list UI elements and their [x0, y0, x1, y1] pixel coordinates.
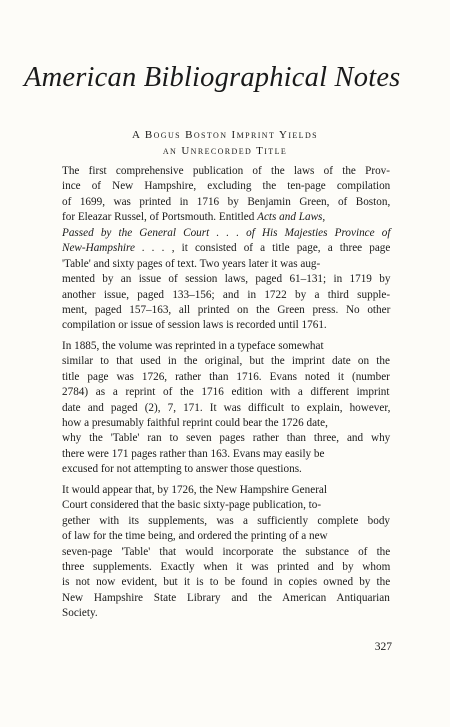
text-line: New-Hampshire . . . , it consisted of a title page, a three page	[62, 242, 391, 255]
text-line: ince of New Hampshire, excluding the ten-page compilation	[62, 180, 391, 193]
article-body	[62, 164, 390, 622]
text-line: there were 171 pages rather than 163. Evans may easily be	[62, 447, 325, 460]
text-line: how a presumably faithful reprint could bear the 1726 date,	[62, 417, 328, 429]
text-line: In 1885, the volume was reprinted in a typeface somewhat	[62, 339, 324, 352]
text-line: is not now evident, but it is to be found in copies owned by the	[62, 576, 391, 589]
text-line: New Hampshire State Library and the American Antiquarian	[62, 591, 390, 604]
text-line: another issue, paged 133–156; and in 1722 by a third supple-	[62, 288, 391, 301]
text-line: mented by an issue of session laws, paged 61–131; in 1719 by	[62, 273, 391, 286]
text-line: excused for not attempting to answer those questions.	[62, 463, 302, 476]
text-line: ment, paged 157–163, all printed on the Green press. No other	[62, 303, 391, 316]
article-heading-line-1: A Bogus Boston Imprint Yields	[131, 129, 318, 141]
paragraph-1	[62, 164, 390, 334]
text-line: for Eleazar Russel, of Portsmouth. Entitled Acts and Laws,	[62, 211, 326, 224]
text-line: why the 'Table' ran to seven pages rather than three, and why	[62, 432, 391, 445]
text-line: of law for the time being, and ordered the printing of a new	[62, 530, 328, 543]
text-line: three supplements. Exactly when it was printed and by whom	[62, 560, 391, 573]
text-line: The first comprehensive publication of the laws of the Prov-	[62, 165, 390, 177]
text-line: 'Table' and sixty pages of text. Two years later it was aug-	[62, 257, 321, 270]
text-line: It would appear that, by 1726, the New Hampshire General	[62, 483, 327, 496]
paragraph-2	[62, 339, 390, 478]
text-line: title page was 1726, rather than 1716. Evans noted it (number	[62, 370, 390, 383]
text-line: compilation or issue of session laws is recorded until 1761.	[62, 319, 327, 332]
page-title: American Bibliographical Notes	[24, 62, 401, 93]
text-line: date and paged (2), 7, 171. It was difficult to explain, however,	[62, 401, 391, 414]
text-line: Passed by the General Court . . . of His Majesties Province of	[62, 226, 391, 239]
text-line: 2784) as a reprint of the 1716 edition with a different imprint	[62, 386, 390, 399]
text-line: gether with its supplements, was a sufficiently complete body	[62, 514, 391, 527]
text-line: similar to that used in the original, but the imprint date on the	[62, 355, 390, 368]
text-line: Court considered that the basic sixty-page publication, to-	[62, 499, 322, 512]
paragraph-3	[62, 483, 390, 622]
text-line: seven-page 'Table' that would incorporate the substance of the	[62, 545, 391, 558]
article-heading-line-2: an Unrecorded Title	[162, 145, 288, 157]
page-number: 327	[374, 641, 392, 653]
text-line: Society.	[62, 607, 98, 620]
text-line: of 1699, was printed in 1716 by Benjamin Green, of Boston,	[62, 195, 391, 208]
